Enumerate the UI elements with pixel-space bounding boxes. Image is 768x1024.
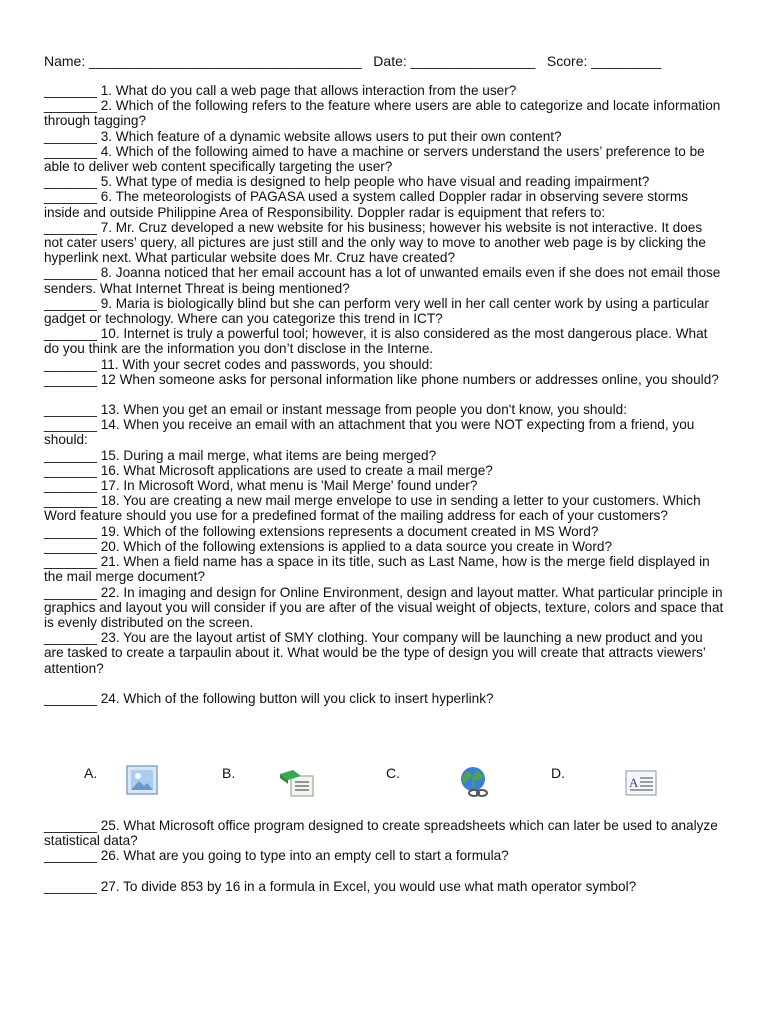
word-art-icon (625, 770, 657, 796)
question-20: _______ 20. Which of the following extensions is applied to a data source you create in Word? (44, 538, 613, 554)
choice-a-letter: A. (84, 765, 98, 781)
worksheet-header: Name: ___________________________________ Date: ________________ Score: _________ (44, 53, 662, 69)
choice-c-letter: C. (386, 765, 400, 781)
question-3: _______ 3. Which feature of a dynamic website allows users to put their own content? (44, 128, 562, 144)
question-22: _______ 22. In imaging and design for Online Environment, design and layout matter. What particular principle in graphics and layout you will consider if you are after of the visual weight of objects, texture, colors and space that is evenly distributed on the screen. (44, 584, 728, 630)
question-9: _______ 9. Maria is biologically blind but she can perform very well in her call center work by using a particular gadget or technology. Where can you categorize this trend in ICT? (44, 295, 713, 327)
hyperlink-globe-icon (458, 766, 492, 798)
question-10: _______ 10. Internet is truly a powerful tool; however, it is also considered as the most dangerous place. What do you think are the information you don’t disclose in the Interne. (44, 326, 712, 357)
question-list (44, 83, 728, 706)
question-4: _______ 4. Which of the following aimed to have a machine or servers understand the users’ preference to be able to deliver web content specifically targeting the user? (44, 143, 709, 175)
question-23: _______ 23. You are the layout artist of SMY clothing. Your company will be launching a new product and you are tasked to create a tarpaulin about it. What would be the type of design you will create that attracts viewers’ attention? (44, 630, 710, 676)
question-14: _______ 14. When you receive an email with an attachment that you were NOT expecting from a friend, you should: (44, 417, 699, 448)
question-21: _______ 21. When a field name has a space in its title, such as Last Name, how is the merge field displayed in the mail merge document? (44, 554, 714, 585)
question-1: _______ 1. What do you call a web page that allows interaction from the user? (44, 83, 517, 98)
picture-icon (126, 765, 158, 795)
question-18: _______ 18. You are creating a new mail merge envelope to use in sending a letter to your customers. Which Word feature should you use for a predefined format of the mailing address for each of your customers? (44, 493, 705, 524)
question-5: _______ 5. What type of media is designed to help people who have visual and reading impairment? (44, 174, 650, 190)
question-6: _______ 6. The meteorologists of PAGASA used a system called Doppler radar in observing severe storms inside and outside Philippine Area of Responsibility. Doppler radar is equipment that refers to: (44, 189, 692, 220)
text-box-icon (279, 768, 315, 798)
question-27: _______ 27. To divide 853 by 16 in a formula in Excel, you would use what math operator symbol? (44, 878, 637, 894)
question-7: _______ 7. Mr. Cruz developed a new website for his business; however his website is not interactive. It does not cater users’ query, all pictures are just still and the only way to move to another web page is by clicking the hyperlink next. What particular website does Mr. Cruz have created? (44, 219, 710, 266)
question-13: _______ 13. When you get an email or instant message from people you don't know, you should: (44, 402, 627, 418)
question-list-continued (44, 818, 724, 894)
choice-b-letter: B. (222, 765, 236, 781)
question-24: _______ 24. Which of the following button will you click to insert hyperlink? (44, 690, 494, 706)
svg-text:A: A (629, 775, 639, 790)
question-17: _______ 17. In Microsoft Word, what menu is 'Mail Merge' found under? (44, 478, 478, 494)
question-25: _______ 25. What Microsoft office program designed to create spreadsheets which can later be used to analyze statistical data? (44, 818, 722, 849)
choice-d-letter: D. (551, 765, 565, 781)
question-19: _______ 19. Which of the following extensions represents a document created in MS Word? (44, 523, 599, 539)
question-26: _______ 26. What are you going to type into an empty cell to start a formula? (44, 848, 509, 864)
question-8: _______ 8. Joanna noticed that her email account has a lot of unwanted emails even if she does not email those senders. What Internet Threat is being mentioned? (44, 265, 725, 296)
question-15: _______ 15. During a mail merge, what items are being merged? (44, 447, 437, 463)
question-16: _______ 16. What Microsoft applications are used to create a mail merge? (44, 462, 493, 478)
question-11: _______ 11. With your secret codes and passwords, you should: (44, 356, 433, 372)
question-2: _______ 2. Which of the following refers to the feature where users are able to categorize and locate information through tagging? (44, 98, 725, 129)
question-24-choices (44, 762, 724, 802)
question-12: _______ 12 When someone asks for personal information like phone numbers or addresses online, you should? (44, 371, 719, 387)
